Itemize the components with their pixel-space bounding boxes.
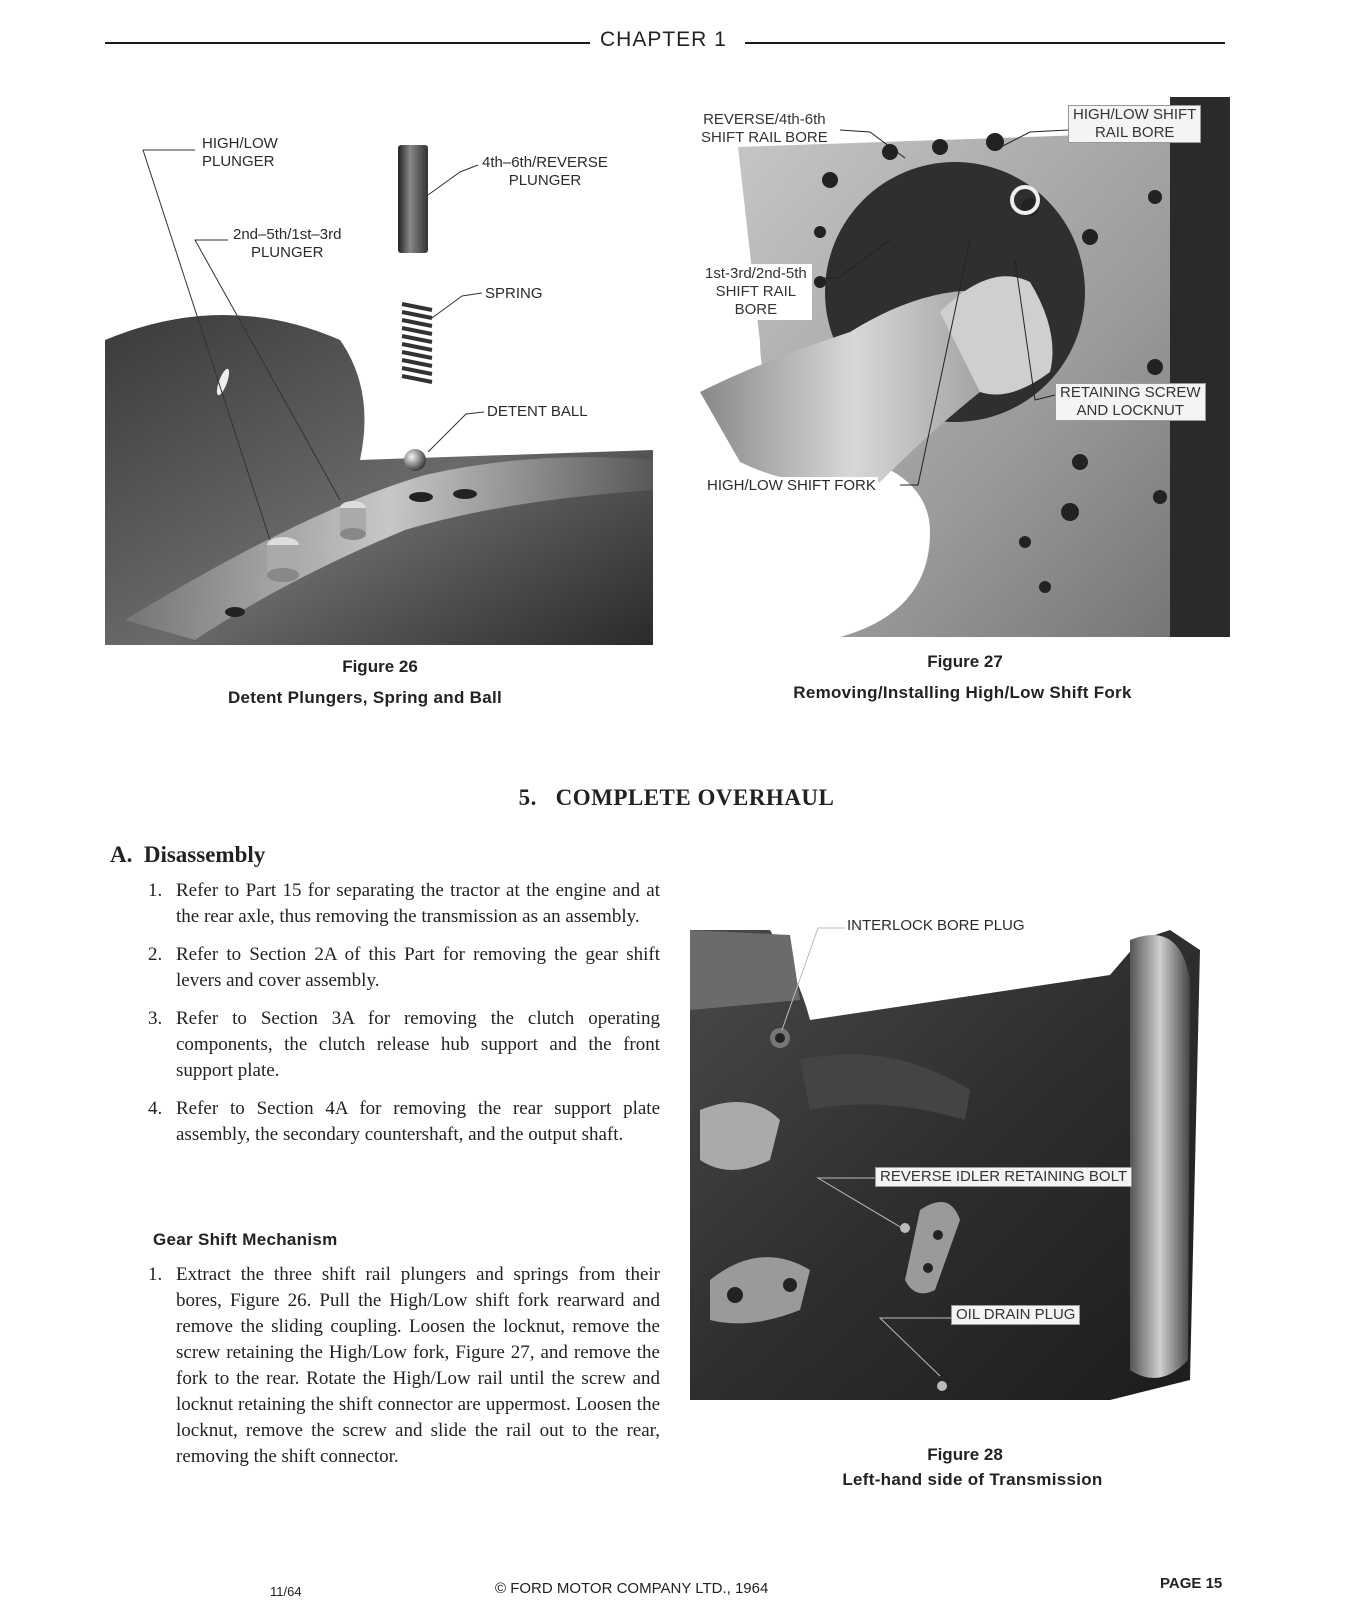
- callout-line: 4th–6th/REVERSE: [482, 154, 608, 171]
- reverse-idler-retaining-bolt-label: REVERSE IDLER RETAINING BOLT: [875, 1167, 1132, 1187]
- detent-ball-label: DETENT BALL: [487, 403, 588, 420]
- callout-line: AND LOCKNUT: [1076, 402, 1185, 419]
- step-text: Refer to Part 15 for separating the tractor at the engine and at the rear axle, thus removing the transmission as an assembly.: [176, 880, 660, 927]
- list-item: [140, 1096, 660, 1148]
- step-number: 3.: [148, 1008, 163, 1029]
- footer-copyright: © FORD MOTOR COMPANY LTD., 1964: [495, 1580, 769, 1597]
- callout-line: 2nd–5th/1st–3rd: [233, 226, 342, 243]
- disassembly-steps: [140, 878, 660, 1160]
- high-low-shift-rail-bore-label: [1068, 105, 1201, 143]
- step-number: 1.: [148, 880, 163, 901]
- figure27-number: Figure 27: [927, 652, 1003, 671]
- callout-line: 1st-3rd/2nd-5th: [705, 265, 807, 282]
- high-low-shift-fork-label: HIGH/LOW SHIFT FORK: [707, 477, 876, 494]
- interlock-bore-plug-label: INTERLOCK BORE PLUG: [847, 917, 1025, 934]
- reverse-shift-rail-bore-label: [696, 110, 833, 148]
- figure28-number: Figure 28: [927, 1445, 1003, 1464]
- page-number: PAGE 15: [1160, 1575, 1223, 1592]
- footer-date: 11/64: [270, 1584, 302, 1599]
- oil-drain-plug-label: OIL DRAIN PLUG: [951, 1305, 1080, 1325]
- disassembly-title: A. Disassembly: [110, 842, 266, 867]
- callout-line: HIGH/LOW: [202, 135, 278, 152]
- chapter-title: CHAPTER 1: [600, 28, 727, 51]
- list-item: [140, 878, 660, 930]
- figure26-number: Figure 26: [342, 657, 418, 676]
- list-item: [140, 942, 660, 994]
- step-text: Refer to Section 4A for removing the rear support plate assembly, the secondary countershaft, and the output shaft.: [176, 1098, 660, 1145]
- callout-line: HIGH/LOW SHIFT: [1073, 106, 1197, 123]
- gear-shift-mechanism-title: Gear Shift Mechanism: [153, 1230, 338, 1249]
- figure28-caption: Left-hand side of Transmission: [842, 1470, 1103, 1489]
- step-number: 2.: [148, 944, 163, 965]
- first-third-shift-rail-bore-label: [700, 264, 812, 320]
- step-text: Refer to Section 3A for removing the clutch operating components, the clutch release hub support and the front support plate.: [176, 1008, 660, 1081]
- figure26-caption: Detent Plungers, Spring and Ball: [227, 688, 503, 707]
- callout-line: RETAINING SCREW: [1060, 384, 1201, 401]
- section-title: 5. COMPLETE OVERHAUL: [518, 785, 835, 810]
- step-number: 1.: [148, 1264, 163, 1285]
- callout-line: PLUNGER: [202, 153, 275, 170]
- header-rule-right: [745, 42, 1225, 44]
- callout-line: SHIFT RAIL: [715, 283, 797, 300]
- step-number: 4.: [148, 1098, 163, 1119]
- callout-line: RAIL BORE: [1094, 124, 1175, 141]
- callout-line: PLUNGER: [250, 244, 324, 261]
- step-text: Extract the three shift rail plungers and springs from their bores, Figure 26. Pull the High/Low shift fork rearward and remove the sliding coupling. Loosen the locknut, remove the screw retaining the High/Low fork, Figure 27, and remove the fork to the rear. Rotate the High/Low rail until the screw and locknut retaining the shift connector are uppermost. Loosen the locknut, remove the screw and slide the rail out to the rear, removing the shift connector.: [176, 1264, 660, 1467]
- callout-line: PLUNGER: [508, 172, 582, 189]
- figure27-caption: Removing/Installing High/Low Shift Fork: [793, 683, 1132, 702]
- gear-shift-steps: [140, 1262, 660, 1482]
- figure28-leader-lines: [690, 910, 1210, 1390]
- fourth-sixth-plunger-label: [482, 154, 608, 190]
- list-item: [140, 1262, 660, 1470]
- callout-line: SHIFT RAIL BORE: [701, 129, 828, 146]
- figure26-leader-lines: [0, 0, 700, 660]
- retaining-screw-locknut-label: [1055, 383, 1206, 421]
- step-text: Refer to Section 2A of this Part for removing the gear shift levers and cover assembly.: [176, 944, 660, 991]
- high-low-plunger-label: [202, 135, 278, 171]
- callout-line: BORE: [734, 301, 778, 318]
- second-fifth-plunger-label: [233, 226, 341, 262]
- callout-line: REVERSE/4th-6th: [703, 111, 826, 128]
- spring-label: SPRING: [485, 285, 543, 302]
- list-item: [140, 1006, 660, 1084]
